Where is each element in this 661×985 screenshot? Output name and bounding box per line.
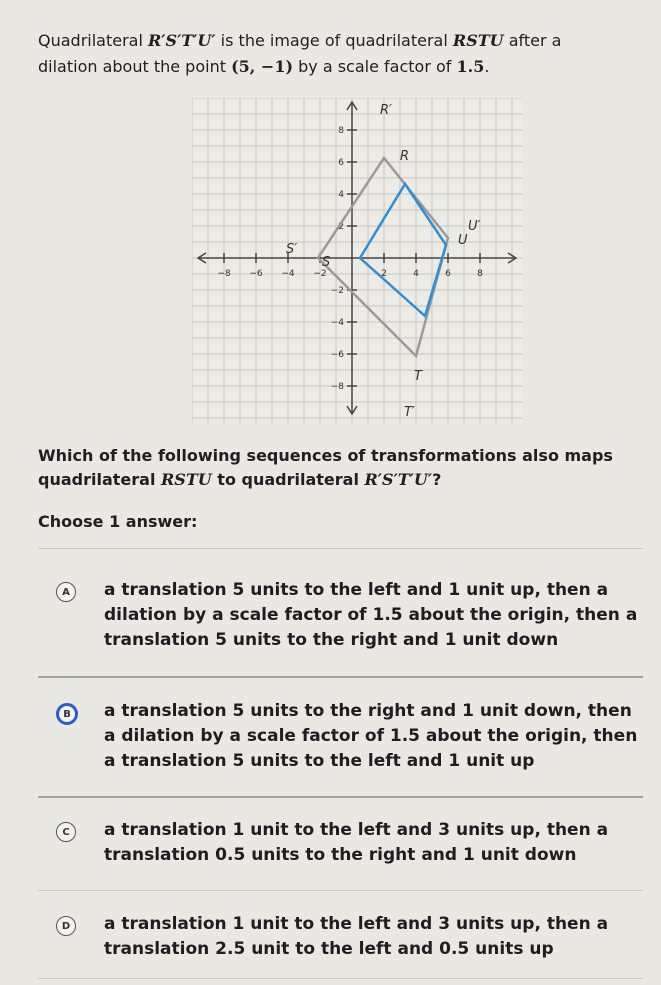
choice-b-radio[interactable]: B bbox=[56, 703, 78, 725]
question-text: ? bbox=[432, 470, 442, 489]
choice-a[interactable] bbox=[56, 578, 646, 662]
divider bbox=[38, 890, 643, 891]
y-tick-label: 4 bbox=[338, 190, 344, 200]
dilation-center: (5, −1) bbox=[231, 57, 294, 76]
problem-text: . bbox=[484, 57, 490, 76]
choice-a-radio[interactable]: A bbox=[56, 582, 76, 602]
divider bbox=[38, 548, 643, 549]
x-tick-label: 8 bbox=[477, 269, 483, 279]
x-tick-label: −6 bbox=[249, 269, 263, 279]
x-tick-label: −8 bbox=[217, 269, 231, 279]
y-tick-label: 6 bbox=[338, 158, 344, 168]
problem-line-1 bbox=[38, 28, 638, 54]
choice-c-text: a translation 1 unit to the left and 3 units up, then a translation 0.5 units to the right and 1 unit down bbox=[104, 820, 609, 865]
choice-b[interactable] bbox=[56, 699, 646, 783]
problem-text: by a scale factor of bbox=[293, 57, 457, 76]
problem-line-2 bbox=[38, 54, 638, 80]
problem-text: dilation about the point bbox=[38, 57, 232, 76]
label-r-prime: R′ bbox=[380, 103, 392, 118]
image-quadrilateral-name: R′S′T′U′ bbox=[364, 470, 433, 489]
y-tick-label: −4 bbox=[330, 318, 344, 328]
coordinate-graph bbox=[192, 98, 522, 423]
choice-d[interactable] bbox=[56, 912, 646, 968]
choice-b-text: a translation 5 units to the right and 1 unit down, then a dilation by a scale factor of 1.5 about the origin, then a translation 5 units to the left and 1 unit up bbox=[104, 701, 638, 771]
choice-d-text: a translation 1 unit to the left and 3 units up, then a translation 2.5 unit to the left and 0.5 units up bbox=[104, 914, 609, 959]
label-r: R bbox=[400, 149, 410, 164]
x-tick-label: −2 bbox=[313, 269, 327, 279]
graph-background bbox=[192, 98, 522, 423]
y-tick-label: −8 bbox=[330, 382, 344, 392]
choice-d-radio[interactable]: D bbox=[56, 916, 76, 936]
question-line-1: Which of the following sequences of transformations also maps bbox=[38, 446, 613, 465]
x-tick-label: 2 bbox=[381, 269, 387, 279]
choose-label: Choose 1 answer: bbox=[38, 512, 198, 531]
problem-text: after a bbox=[503, 31, 562, 50]
image-quadrilateral-name: R′S′T′U′ bbox=[148, 31, 216, 50]
choice-c-radio[interactable]: C bbox=[56, 822, 76, 842]
label-u-prime: U′ bbox=[468, 219, 481, 234]
x-tick-label: −4 bbox=[281, 269, 295, 279]
original-quadrilateral-name: RSTU bbox=[161, 470, 212, 489]
y-tick-label: 2 bbox=[338, 222, 344, 232]
question-line-2 bbox=[38, 468, 638, 492]
label-t: T bbox=[414, 369, 422, 384]
problem-statement bbox=[38, 28, 638, 80]
problem-text: is the image of quadrilateral bbox=[215, 31, 453, 50]
problem-text: Quadrilateral bbox=[38, 31, 148, 50]
scale-factor: 1.5 bbox=[456, 57, 485, 76]
question-prompt bbox=[38, 444, 638, 492]
x-tick-label: 6 bbox=[445, 269, 451, 279]
divider bbox=[38, 796, 643, 798]
label-t-prime: T′ bbox=[404, 405, 415, 420]
label-u: U bbox=[458, 233, 468, 248]
question-text: quadrilateral bbox=[38, 470, 161, 489]
divider bbox=[38, 676, 643, 678]
choice-a-text: a translation 5 units to the left and 1 unit up, then a dilation by a scale factor of 1.5 about the origin, then a translation 5 units to the right and 1 unit down bbox=[104, 580, 638, 650]
label-s: S bbox=[322, 255, 331, 270]
y-tick-label: −2 bbox=[330, 286, 344, 296]
choice-c[interactable] bbox=[56, 818, 646, 874]
original-quadrilateral-name: RSTU bbox=[452, 31, 504, 50]
question-text: to quadrilateral bbox=[211, 470, 365, 489]
x-tick-label: 4 bbox=[413, 269, 419, 279]
divider bbox=[38, 978, 643, 979]
label-s-prime: S′ bbox=[286, 242, 298, 257]
y-tick-label: −6 bbox=[330, 350, 344, 360]
y-tick-label: 8 bbox=[338, 126, 344, 136]
